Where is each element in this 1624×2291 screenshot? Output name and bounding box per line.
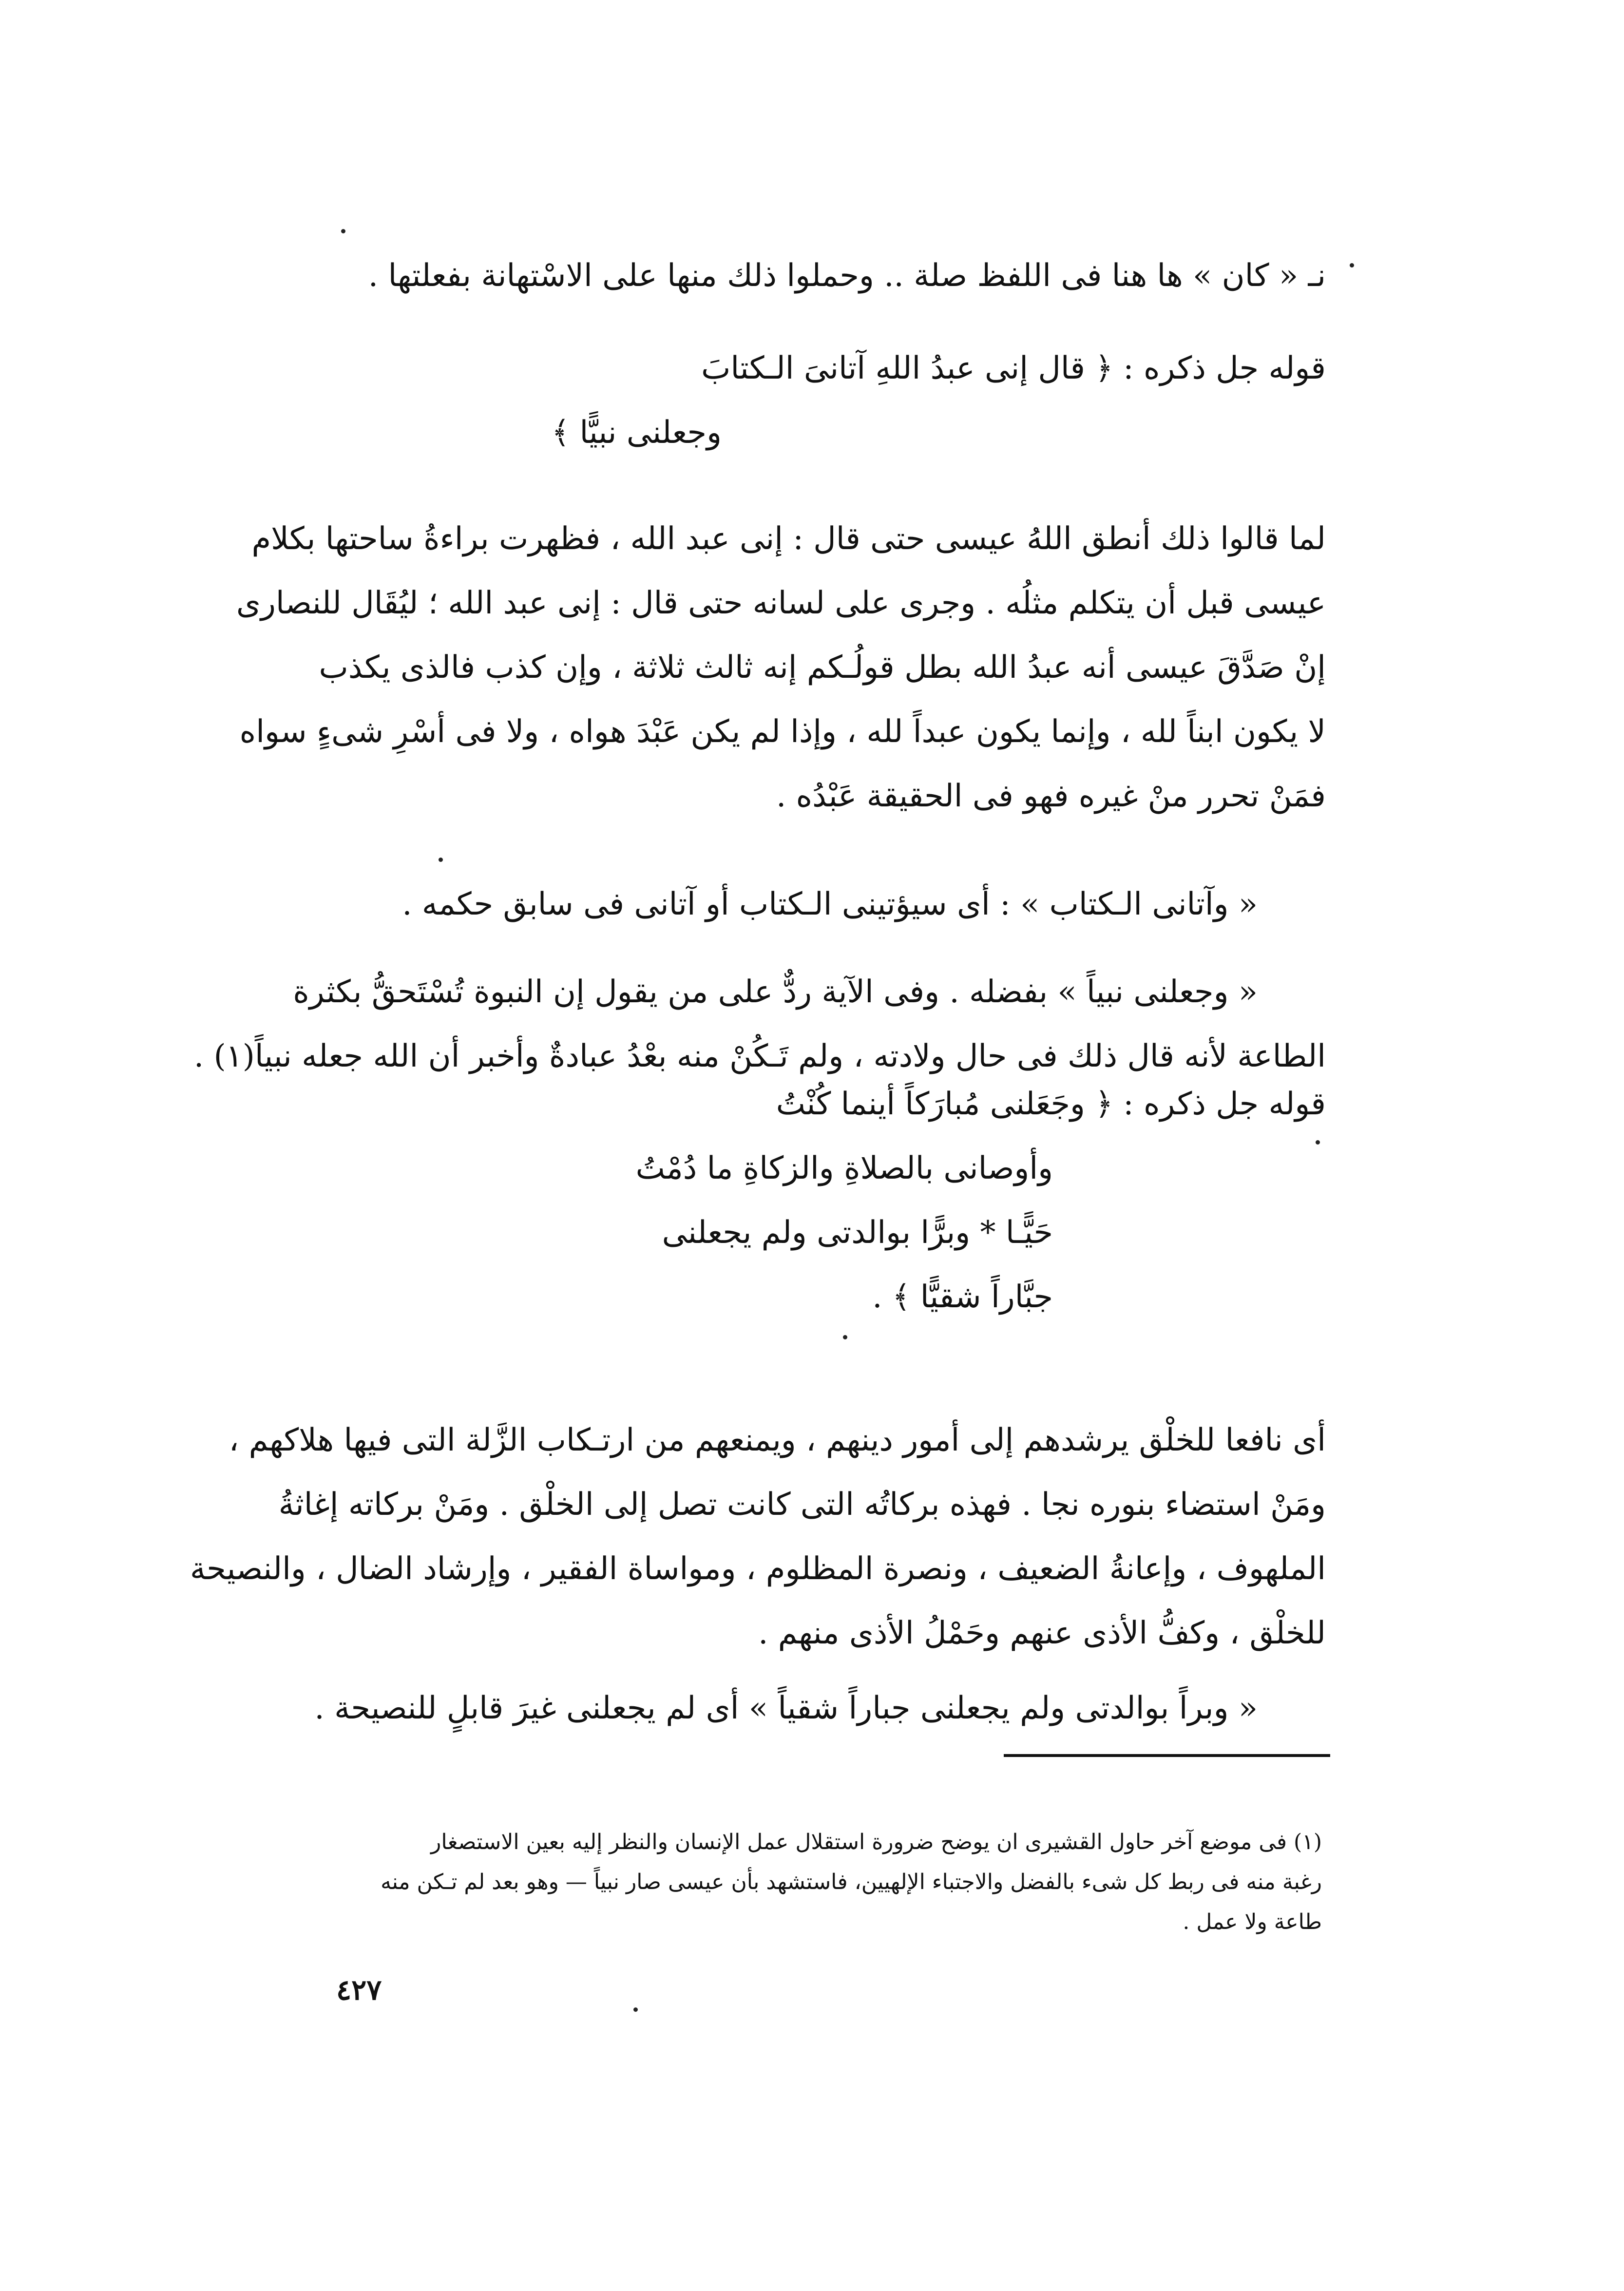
paragraph-3-line: « وجعلنى نبياً » بفضله . وفى الآية ردٌّ على من يقول إن النبوة تُسْتَحقُّ بكثرة: [293, 974, 1258, 1010]
verse-1: [303, 336, 1326, 465]
paragraph-4-line: أى نافعا للخلْق يرشدهم إلى أمور دينهم ، ويمنعهم من ارتـكاب الزَّلة التى فيها هلاكهم ،: [229, 1422, 1326, 1458]
top-line-text: نـ « كان » ها هنا فى اللفظ صلة .. وحملوا ذلك منها على الاسْتهانة بفعلتها .: [368, 258, 1326, 294]
footnote-line: (١) فى موضع آخر حاول القشيرى ان يوضح ضرورة استقلال عمل الإنسان والنظر إليه بعين الاستصغار: [431, 1830, 1322, 1854]
footnote-line: رغبة منه فى ربط كل شىء بالفضل والاجتباء الإلهيين، فاستشهد بأن عيسى صار نبياً — وهو بعد لم تـكن منه: [381, 1870, 1322, 1894]
verse-2: [303, 1072, 1326, 1329]
paragraph-2: [303, 872, 1326, 936]
footnote-line: طاعة ولا عمل .: [1183, 1909, 1322, 1934]
paragraph-5: [303, 1676, 1326, 1740]
verse-1-line-2: وجعلنى نبيًّا ﴾: [551, 415, 722, 451]
paragraph-2-line: « وآتانى الـكتاب » : أى سيؤتينى الـكتاب أو آتانى فى سابق حكمه .: [402, 886, 1258, 922]
scan-speck: [1316, 1140, 1320, 1145]
paragraph-1: [236, 507, 1326, 828]
verse-2-line-1: قوله جل ذكره : ﴿ وجَعَلنى مُبارَكاً أينما كُنْتُ: [776, 1086, 1326, 1122]
verse-2-line-3: حَيًّـا * وبرًّا بوالدتى ولم يجعلنى: [662, 1215, 1053, 1251]
paragraph-1-line: لما قالوا ذلك أنطق اللهُ عيسى حتى قال : إنى عبد الله ، فظهرت براءةُ ساحتها بكلام: [251, 521, 1326, 557]
scan-speck: [439, 858, 443, 862]
footnote: [299, 1822, 1322, 1942]
paragraph-1-line: لا يكون ابناً لله ، وإنما يكون عبداً لله ، وإذا لم يكن عَبْدَ هواه ، ولا فى أسْرِ شىءٍ سواه: [239, 714, 1326, 750]
paragraph-5-line: « وبراً بوالدتى ولم يجعلنى جباراً شقياً » أى لم يجعلنى غيرَ قابلٍ للنصيحة .: [314, 1690, 1258, 1726]
footnote-divider: [1004, 1754, 1330, 1757]
paragraph-3: [193, 960, 1326, 1088]
paragraph-4-line: الملهوف ، وإعانةُ الضعيف ، ونصرة المظلوم ، ومواساة الفقير ، وإرشاد الضال ، والنصيحة: [190, 1551, 1326, 1587]
scan-speck: [633, 2007, 638, 2012]
verse-2-line-2: وأوصانى بالصلاةِ والزكاةِ ما دُمْتُ: [635, 1150, 1053, 1186]
top-line: [303, 244, 1326, 308]
paragraph-1-line: إنْ صَدَّقَ عيسى أنه عبدُ الله بطل قولُـكم إنه ثالث ثلاثة ، وإن كذب فالذى يكذب: [319, 649, 1326, 686]
paragraph-4-line: للخلْق ، وكفُّ الأذى عنهم وحَمْلُ الأذى منهم .: [758, 1615, 1326, 1651]
paragraph-1-line: عيسى قبل أن يتكلم مثلُه . وجرى على لسانه حتى قال : إنى عبد الله ؛ ليُقَال للنصارى: [236, 585, 1326, 621]
paragraph-3-line: الطاعة لأنه قال ذلك فى حال ولادته ، ولم تَـكُنْ منه بعْدُ عبادةٌ وأخبر أن الله جعله نبياً(١) .: [193, 1038, 1326, 1074]
paragraph-4-line: ومَنْ استضاء بنوره نجا . فهذه بركاتُه التى كانت تصل إلى الخلْق . ومَنْ بركاته إغاثةُ: [278, 1487, 1326, 1523]
scan-speck: [1350, 263, 1354, 267]
paragraph-4: [190, 1408, 1326, 1665]
verse-1-line-1: قوله جل ذكره : ﴿ قال إنى عبدُ اللهِ آتانىَ الـكتابَ: [701, 350, 1326, 386]
paragraph-1-line: فمَنْ تحرر منْ غيره فهو فى الحقيقة عَبْدُه .: [776, 778, 1326, 814]
scan-speck: [843, 1335, 847, 1339]
scan-speck: [341, 229, 345, 233]
page-number: ٤٢٧: [336, 1973, 382, 2006]
verse-2-line-4: جبَّاراً شقيًّا ﴾ .: [872, 1279, 1053, 1315]
